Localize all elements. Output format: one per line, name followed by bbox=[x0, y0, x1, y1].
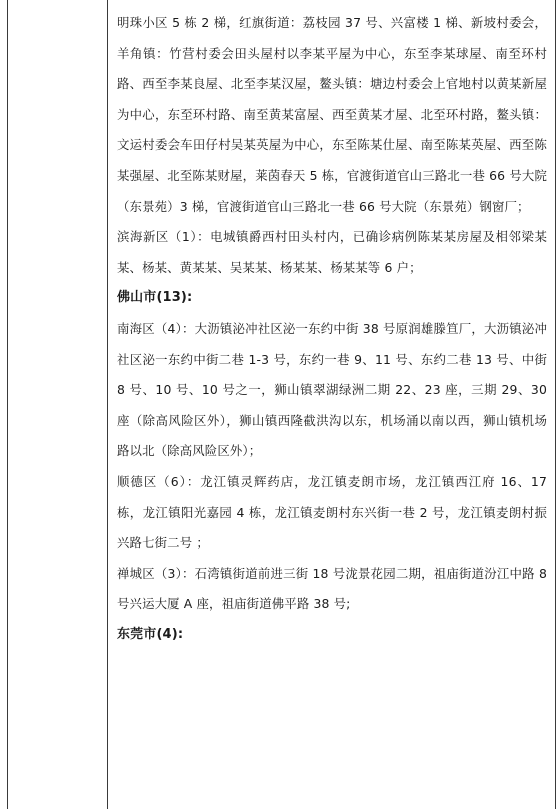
heading-dongguan: 东莞市(4): bbox=[117, 626, 184, 642]
table-border-left bbox=[7, 0, 8, 809]
table-column-divider bbox=[107, 0, 108, 809]
paragraph-chancheng-district: 禅城区（3）：石湾镇街道前进三街 18 号泷景花园二期，祖庙街道汾江中路 8 号兴运大厦 A 座，祖庙街道佛平路 38 号; bbox=[117, 565, 547, 612]
paragraph-binhai-district: 滨海新区（1）：电城镇爵西村田头村内，已确诊病例陈某某房屋及相邻梁某某、杨某、黄某某、吴某某、杨某某、杨某某等 6 户； bbox=[117, 229, 547, 275]
paragraph-shunde-district: 顺德区（6）：龙江镇灵辉药店，龙江镇麦朗市场，龙江镇西江府 16、17 栋，龙江镇阳光嘉园 4 栋，龙江镇麦朗村东兴街一巷 2 号，龙江镇麦朗村振兴路七街二号 ； bbox=[117, 473, 547, 551]
paragraph-nanhai-district: 南海区（4）：大沥镇泌冲社区泌一东约中街 38 号原润雄滕笪厂，大沥镇泌冲社区泌一东约中街二巷 1-3 号，东约一巷 9、11 号、东约二巷 13 号、中街 8 号、10 号、10 号之一，狮山镇翠湖绿洲二期 22、23 座，三期 29、30 座（除高风险区外），狮山镇西隆截洪沟以东，机场涌以南以西，狮山镇机场路以北（除高风险区外）； bbox=[117, 320, 547, 459]
heading-foshan: 佛山市(13): bbox=[117, 290, 193, 306]
paragraph-maoming-list-continued: 明珠小区 5 栋 2 梯，红旗街道：荔枝园 37 号、兴富楼 1 梯、新坡村委会，羊角镇：竹营村委会田头屋村以李某平屋为中心，东至李某球屋、南至环村路、西至李某良屋、北至李某汉屋，鳌头镇：塘边村委会上官地村以黄某新屋为中心，东至环村路、南至黄某富屋、西至黄某才屋、北至环村路，鳌头镇：文运村委会车田仔村吴某英屋为中心，东至陈某仕屋、南至陈某英屋、西至陈某强屋、北至陈某财屋，莱茵春天 5 栋，官渡街道官山三路北一巷 66 号大院（东景苑）3 梯，官渡街道官山三路北一巷 66 号大院（东景苑）钢窗厂； bbox=[117, 15, 547, 214]
table-content-cell bbox=[117, 8, 547, 650]
table-border-right bbox=[555, 0, 556, 809]
